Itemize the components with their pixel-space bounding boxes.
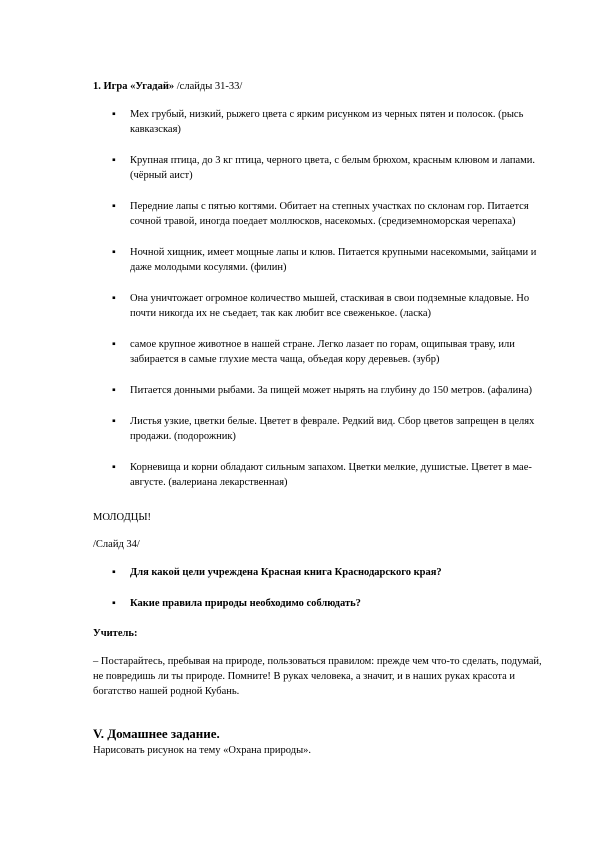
riddle-item	[112, 153, 552, 183]
question-item	[112, 565, 552, 580]
bullet-icon: ▪	[112, 155, 116, 166]
bullet-icon: ▪	[112, 598, 116, 609]
slide-34-text: /Слайд 34/	[93, 539, 140, 550]
bullet-icon: ▪	[112, 339, 116, 350]
bullet-icon: ▪	[112, 109, 116, 120]
bullet-icon: ▪	[112, 201, 116, 212]
game-heading-rest: /слайды 31-33/	[174, 81, 243, 92]
bullet-icon: ▪	[112, 462, 116, 473]
homework-text: Нарисовать рисунок на тему «Охрана природы».	[93, 745, 311, 756]
riddle-text: Передние лапы с пятью когтями. Обитает на степных участках по склонам гор. Питается сочной травой, иногда поедает моллюсков, насекомых. (средиземноморская черепаха)	[130, 201, 529, 227]
riddle-text: Крупная птица, до 3 кг птица, черного цвета, с белым брюхом, красным клювом и лапами. (чёрный аист)	[130, 155, 536, 181]
bullet-icon: ▪	[112, 385, 116, 396]
riddle-text: Она уничтожает огромное количество мышей, стаскивая в свои подземные кладовые. Но почти никогда их не съедает, так как любит все свеженькое. (ласка)	[130, 293, 530, 319]
bullet-icon: ▪	[112, 293, 116, 304]
riddle-text: Питается донными рыбами. За пищей может нырять на глубину до 150 метров. (афалина)	[130, 385, 532, 396]
question-text: Какие правила природы необходимо соблюдать?	[130, 598, 361, 609]
game-heading-bold: 1. Игра «Угадай»	[93, 81, 175, 92]
riddle-text: самое крупное животное в нашей стране. Легко лазает по горам, ощипывая траву, или забирается в самые глухие места чаща, объедая кору деревьев. (зубр)	[130, 339, 515, 365]
riddle-text: Листья узкие, цветки белые. Цветет в феврале. Редкий вид. Сбор цветов запрещен в целях продажи. (подорожник)	[130, 416, 535, 442]
riddle-item	[112, 107, 552, 137]
bullet-icon: ▪	[112, 567, 116, 578]
riddle-item	[112, 245, 552, 275]
question-item	[112, 596, 552, 611]
riddle-item	[112, 199, 552, 229]
riddle-text: Корневища и корни обладают сильным запахом. Цветки мелкие, душистые. Цветет в мае-августе. (валериана лекарственная)	[130, 462, 532, 488]
homework-heading: V. Домашнее задание.	[93, 726, 220, 741]
game-heading	[93, 79, 242, 94]
bullet-icon: ▪	[112, 247, 116, 258]
teacher-text: – Постарайтесь, пребывая на природе, пользоваться правилом: прежде чем что-то сделать, подумай, не повредишь ли ты природе. Помните! В руках человека, а значит, и в наших руках красота и богатство нашей родной Кубань.	[93, 656, 542, 697]
riddle-text: Мех грубый, низкий, рыжего цвета с ярким рисунком из черных пятен и полосок. (рысь кавказская)	[130, 109, 524, 135]
riddle-list	[112, 107, 552, 490]
riddle-item	[112, 337, 552, 367]
bullet-icon: ▪	[112, 416, 116, 427]
riddle-item	[112, 383, 552, 398]
teacher-label: Учитель:	[93, 628, 138, 639]
riddle-text: Ночной хищник, имеет мощные лапы и клюв. Питается крупными насекомыми, зайцами и даже молодыми косулями. (филин)	[130, 247, 537, 273]
well-done-text: МОЛОДЦЫ!	[93, 512, 151, 523]
riddle-item	[112, 414, 552, 444]
question-list	[112, 565, 552, 611]
question-text: Для какой цели учреждена Красная книга Краснодарского края?	[130, 567, 442, 578]
riddle-item	[112, 291, 552, 321]
riddle-item	[112, 460, 552, 490]
